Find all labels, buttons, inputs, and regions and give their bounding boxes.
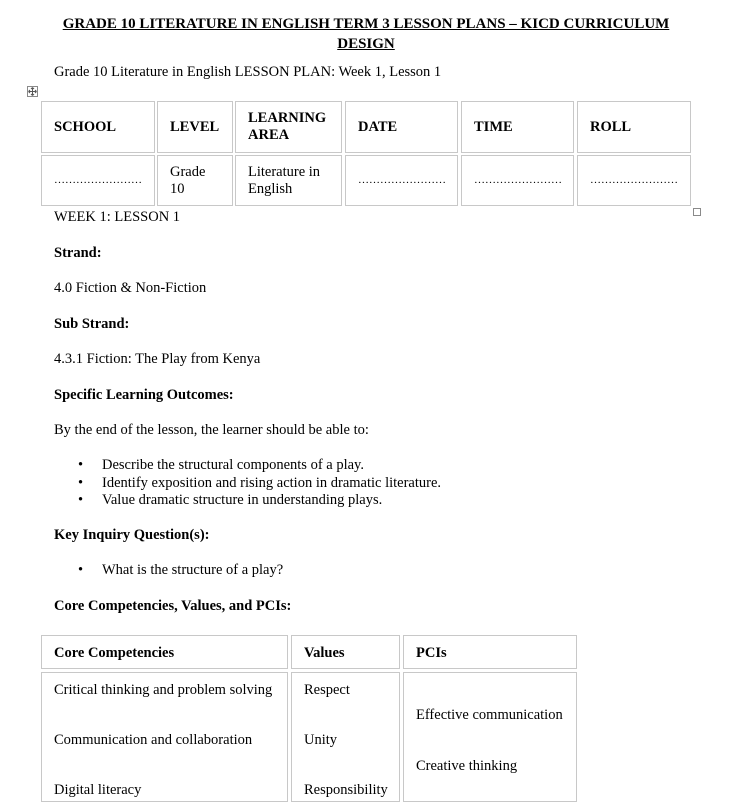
outcomes-list xyxy=(54,457,441,510)
pcis-cell xyxy=(403,672,577,802)
sub-strand-heading: Sub Strand: xyxy=(54,316,130,332)
header-roll: ROLL xyxy=(577,101,691,153)
document-title: GRADE 10 LITERATURE IN ENGLISH TERM 3 LESSON PLANS – KICD CURRICULUM DESIGN xyxy=(62,16,670,52)
header-pcis: PCIs xyxy=(403,635,577,669)
pci-item: Effective communication xyxy=(416,707,563,723)
header-school: SCHOOL xyxy=(41,101,155,153)
header-time: TIME xyxy=(461,101,574,153)
table-move-handle-icon[interactable] xyxy=(27,86,38,97)
outcomes-heading: Specific Learning Outcomes: xyxy=(54,387,234,403)
values-cell xyxy=(291,672,400,802)
header-date: DATE xyxy=(345,101,458,153)
outcomes-intro: By the end of the lesson, the learner should be able to: xyxy=(54,422,369,438)
inquiry-list xyxy=(54,562,283,580)
header-values: Values xyxy=(291,635,400,669)
core-competencies-cell xyxy=(41,672,288,802)
value-item: Responsibility xyxy=(304,782,388,798)
competency-item: Communication and collaboration xyxy=(54,732,253,748)
list-item: • What is the structure of a play? xyxy=(54,562,283,580)
week-lesson-label: WEEK 1: LESSON 1 xyxy=(54,209,181,225)
strand-heading: Strand: xyxy=(54,245,102,261)
value-time[interactable]: …………………… xyxy=(461,155,574,206)
value-date[interactable]: …………………… xyxy=(345,155,458,206)
competencies-heading: Core Competencies, Values, and PCIs: xyxy=(54,598,292,614)
sub-strand-text: 4.3.1 Fiction: The Play from Kenya xyxy=(54,351,261,367)
competency-item: Critical thinking and problem solving xyxy=(54,682,273,698)
list-item: • Identify exposition and rising action in dramatic literature. xyxy=(54,475,441,493)
strand-text: 4.0 Fiction & Non-Fiction xyxy=(54,280,207,296)
value-roll[interactable]: …………………… xyxy=(577,155,691,206)
inquiry-heading: Key Inquiry Question(s): xyxy=(54,527,210,543)
list-item: • Describe the structural components of a play. xyxy=(54,457,441,475)
table-resize-handle[interactable] xyxy=(693,208,701,216)
value-learning-area[interactable]: Literature in English xyxy=(235,155,342,206)
value-school[interactable]: …………………… xyxy=(41,155,155,206)
value-item: Unity xyxy=(304,732,338,748)
list-item: • Value dramatic structure in understanding plays. xyxy=(54,492,441,510)
header-core-competencies: Core Competencies xyxy=(41,635,288,669)
competency-item: Digital literacy xyxy=(54,782,142,798)
header-level: LEVEL xyxy=(157,101,233,153)
lesson-plan-subtitle: Grade 10 Literature in English LESSON PLAN: Week 1, Lesson 1 xyxy=(54,64,442,80)
value-level[interactable]: Grade 10 xyxy=(157,155,233,206)
header-learning-area: LEARNING AREA xyxy=(235,101,342,153)
value-item: Respect xyxy=(304,682,350,698)
pci-item: Creative thinking xyxy=(416,758,518,774)
